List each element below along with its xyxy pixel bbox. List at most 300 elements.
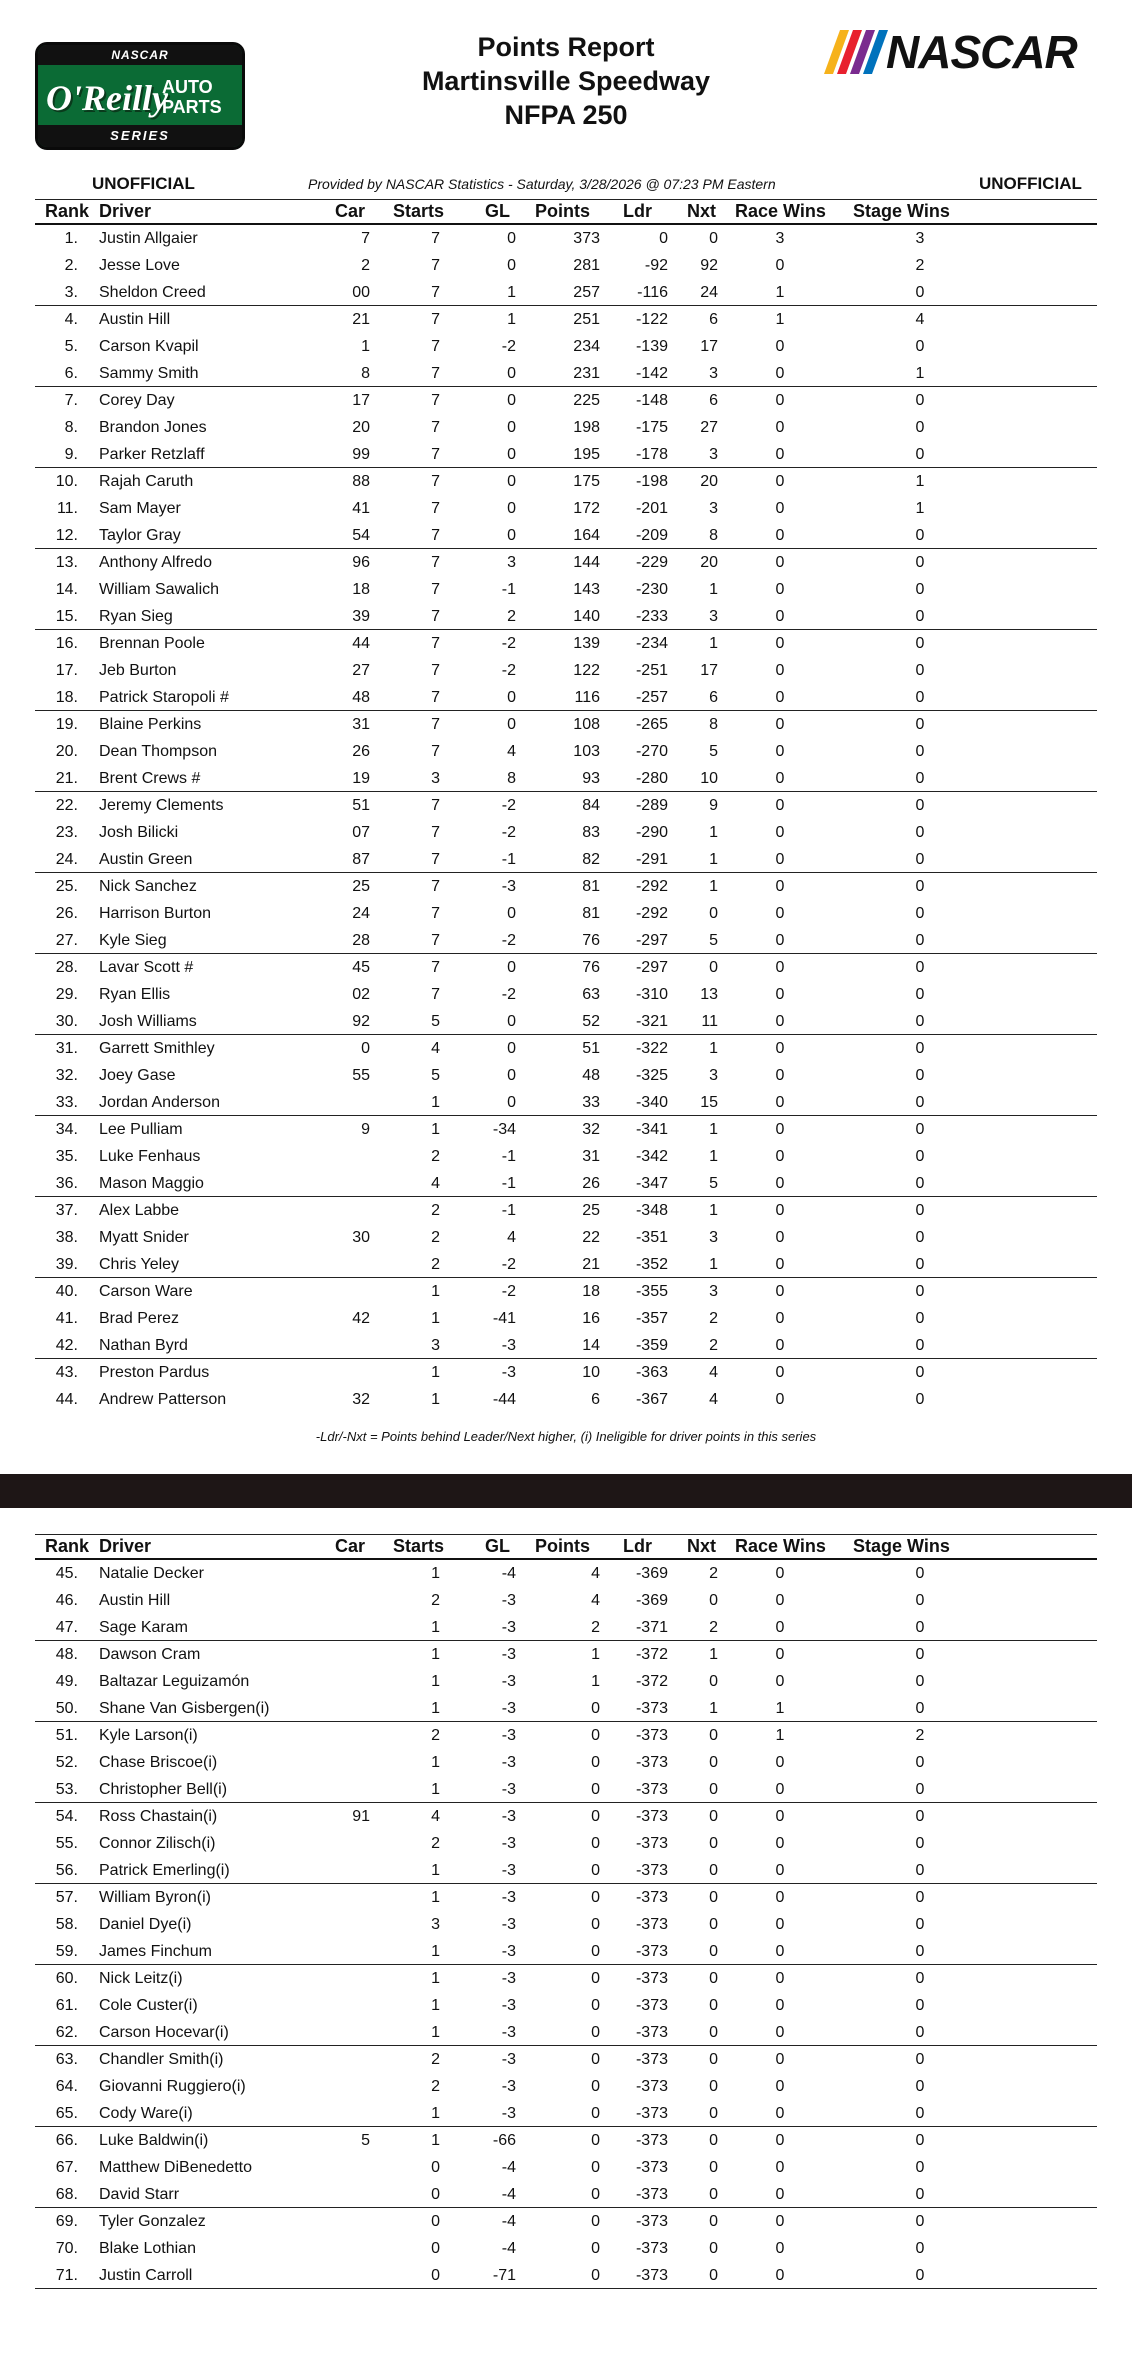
cell-driver: Ryan Sieg [99,608,173,625]
table-row [35,900,1097,927]
nascar-stripes-icon [832,30,892,74]
cell-race-wins: 0 [775,959,785,976]
cell-car: 45 [352,959,370,976]
cell-nxt: 0 [709,1592,718,1609]
cell-nxt: 1 [709,851,718,868]
cell-points: 25 [582,1202,600,1219]
cell-starts: 7 [431,824,440,841]
cell-starts: 1 [431,1094,440,1111]
cell-nxt: 0 [709,2213,718,2230]
cell-driver: Justin Carroll [99,2267,193,2284]
cell-starts: 1 [431,1970,440,1987]
cell-points: 0 [591,1727,600,1744]
cell-starts: 1 [431,1754,440,1771]
cell-ldr: -373 [635,2078,668,2095]
cell-ldr: -352 [635,1256,668,1273]
cell-car [325,1278,370,1305]
cell-nxt: 0 [709,1889,718,1906]
cell-rank: 26. [55,905,78,922]
table-row [35,711,1097,738]
cell-gl: -2 [501,1256,516,1273]
cell-ldr: -373 [635,1997,668,2014]
cell-gl: -3 [501,1619,516,1636]
cell-gl: -2 [501,824,516,841]
table-row [35,1278,1097,1305]
column-header-ldr: Ldr [623,201,652,221]
cell-nxt: 1 [709,1148,718,1165]
cell-rank: 32. [55,1067,78,1084]
cell-rank: 14. [55,581,78,598]
cell-nxt: 0 [709,1862,718,1879]
cell-nxt: 1 [709,581,718,598]
table-row [35,252,1097,279]
cell-rank: 56. [55,1862,78,1879]
cell-car: 27 [352,662,370,679]
cell-stage-wins: 0 [915,905,925,922]
cell-stage-wins: 0 [915,878,925,895]
cell-race-wins: 0 [775,2213,785,2230]
cell-starts: 5 [431,1067,440,1084]
cell-starts: 7 [431,554,440,571]
nascar-logo [826,22,1086,82]
cell-driver: Carson Ware [99,1283,193,1300]
cell-gl: 0 [507,527,516,544]
cell-points: 0 [591,2159,600,2176]
cell-rank: 38. [55,1229,78,1246]
cell-nxt: 20 [700,473,718,490]
table-row [35,1668,1097,1695]
cell-car: 19 [352,770,370,787]
cell-ldr: -230 [635,581,668,598]
cell-driver: Patrick Staropoli # [99,689,229,706]
cell-stage-wins: 0 [915,1997,925,2014]
cell-points: 4 [591,1592,600,1609]
cell-car: 9 [361,1121,370,1138]
cell-ldr: -373 [635,2240,668,2257]
table-row [35,306,1097,333]
logo-left-top-text: NASCAR [38,45,242,65]
cell-car: 88 [352,473,370,490]
cell-gl: -3 [501,1754,516,1771]
cell-gl: 0 [507,716,516,733]
cell-starts: 7 [431,797,440,814]
column-header-driver: Driver [99,201,152,221]
cell-starts: 7 [431,689,440,706]
cell-nxt: 0 [709,1943,718,1960]
cell-gl: -3 [501,1592,516,1609]
cell-points: 103 [573,743,600,760]
cell-ldr: -348 [635,1202,668,1219]
cell-driver: William Byron(i) [99,1889,211,1906]
cell-gl: -4 [501,2159,516,2176]
cell-stage-wins: 0 [915,1943,925,1960]
cell-starts: 7 [431,473,440,490]
cell-gl: 0 [507,257,516,274]
cell-rank: 31. [55,1040,78,1057]
cell-stage-wins: 0 [915,716,925,733]
cell-rank: 61. [55,1997,78,2014]
cell-race-wins: 0 [775,986,785,1003]
cell-car [325,1359,370,1386]
cell-driver: Blaine Perkins [99,716,202,733]
cell-race-wins: 0 [775,2105,785,2122]
cell-points: 81 [582,878,600,895]
cell-driver: Alex Labbe [99,1202,180,1219]
cell-nxt: 1 [709,1040,718,1057]
cell-rank: 54. [55,1808,78,1825]
cell-ldr: -373 [635,2267,668,2284]
cell-gl: -1 [501,1175,516,1192]
cell-ldr: -359 [635,1337,668,1354]
cell-ldr: -373 [635,2159,668,2176]
cell-ldr: -371 [635,1619,668,1636]
cell-car [325,2073,370,2100]
cell-ldr: -373 [635,1889,668,1906]
cell-stage-wins: 0 [915,2078,925,2095]
cell-rank: 47. [55,1619,78,1636]
cell-nxt: 2 [709,1310,718,1327]
cell-gl: -2 [501,635,516,652]
table-row [35,765,1097,792]
table-row [35,873,1097,900]
cell-stage-wins: 0 [915,527,925,544]
cell-driver: Joey Gase [99,1067,176,1084]
table-row [35,360,1097,387]
cell-ldr: -201 [635,500,668,517]
cell-nxt: 4 [709,1391,718,1408]
cell-rank: 37. [55,1202,78,1219]
column-header-car: Car [335,1536,366,1556]
cell-gl: -34 [492,1121,516,1138]
nascar-wordmark: NASCAR [886,26,1077,78]
cell-gl: -4 [501,2186,516,2203]
cell-car [325,1089,370,1116]
column-header-race-wins: Race Wins [735,1536,826,1556]
cell-race-wins: 0 [775,2132,785,2149]
cell-starts: 7 [431,878,440,895]
cell-gl: 0 [507,689,516,706]
cell-nxt: 10 [700,770,718,787]
cell-nxt: 1 [709,1646,718,1663]
cell-stage-wins: 0 [915,1565,925,1582]
cell-gl: -2 [501,986,516,1003]
cell-points: 0 [591,1700,600,1717]
cell-nxt: 15 [700,1094,718,1111]
cell-rank: 50. [55,1700,78,1717]
cell-starts: 2 [431,1229,440,1246]
cell-gl: -1 [501,1202,516,1219]
cell-points: 32 [582,1121,600,1138]
table-row [35,1938,1097,1965]
cell-points: 0 [591,2078,600,2095]
cell-race-wins: 0 [775,473,785,490]
column-header-nxt: Nxt [687,1536,717,1556]
table-row [35,1587,1097,1614]
cell-gl: -2 [501,932,516,949]
cell-rank: 53. [55,1781,78,1798]
table-row [35,2019,1097,2046]
cell-nxt: 2 [709,1619,718,1636]
cell-nxt: 1 [709,1700,718,1717]
cell-driver: Luke Baldwin(i) [99,2132,209,2149]
table-row [35,468,1097,495]
column-header-driver: Driver [99,1536,152,1556]
cell-gl: 0 [507,419,516,436]
cell-driver: Carson Hocevar(i) [99,2024,229,2041]
cell-nxt: 3 [709,500,718,517]
cell-car: 41 [352,500,370,517]
cell-ldr: -357 [635,1310,668,1327]
table-row [35,1803,1097,1830]
cell-stage-wins: 0 [915,338,925,355]
cell-car: 28 [352,932,370,949]
cell-driver: Parker Retzlaff [99,446,205,463]
cell-rank: 6. [64,365,78,382]
cell-nxt: 0 [709,1754,718,1771]
cell-race-wins: 0 [775,554,785,571]
cell-stage-wins: 2 [915,257,925,274]
cell-rank: 4. [64,311,78,328]
cell-rank: 48. [55,1646,78,1663]
cell-race-wins: 0 [775,932,785,949]
cell-rank: 13. [55,554,78,571]
table-row [35,1641,1097,1668]
cell-points: 0 [591,2213,600,2230]
cell-starts: 7 [431,338,440,355]
cell-car: 17 [352,392,370,409]
cell-driver: Baltazar Leguizamón [99,1673,250,1690]
cell-rank: 67. [55,2159,78,2176]
cell-race-wins: 0 [775,419,785,436]
cell-ldr: -289 [635,797,668,814]
cell-car [325,2154,370,2181]
cell-points: 26 [582,1175,600,1192]
table-row [35,1776,1097,1803]
title-line-1: Points Report [477,32,655,62]
logo-left-series-text: SERIES [38,125,242,147]
cell-car: 39 [352,608,370,625]
cell-points: 0 [591,2267,600,2284]
cell-driver: Myatt Snider [99,1229,189,1246]
cell-gl: 0 [507,1067,516,1084]
cell-nxt: 9 [709,797,718,814]
cell-ldr: -270 [635,743,668,760]
table-row [35,2046,1097,2073]
cell-ldr: -234 [635,635,668,652]
cell-race-wins: 1 [775,1727,785,1744]
cell-race-wins: 0 [775,851,785,868]
table-row [35,1197,1097,1224]
cell-nxt: 6 [709,689,718,706]
cell-ldr: -322 [635,1040,668,1057]
cell-car [325,1695,370,1722]
cell-ldr: -342 [635,1148,668,1165]
cell-nxt: 0 [709,230,718,247]
cell-points: 139 [573,635,600,652]
cell-driver: Cole Custer(i) [99,1997,198,2014]
cell-nxt: 2 [709,1565,718,1582]
cell-nxt: 3 [709,1229,718,1246]
cell-points: 6 [591,1391,600,1408]
column-header-starts: Starts [393,1536,445,1556]
cell-driver: Luke Fenhaus [99,1148,201,1165]
cell-race-wins: 0 [775,1970,785,1987]
cell-rank: 25. [55,878,78,895]
table-row [35,1035,1097,1062]
cell-points: 195 [573,446,600,463]
cell-driver: James Finchum [99,1943,212,1960]
cell-gl: -66 [492,2132,516,2149]
table-row [35,630,1097,657]
cell-starts: 4 [431,1175,440,1192]
cell-race-wins: 0 [775,392,785,409]
cell-starts: 7 [431,743,440,760]
cell-ldr: -233 [635,608,668,625]
cell-stage-wins: 0 [915,554,925,571]
cell-race-wins: 0 [775,1889,785,1906]
cell-car: 2 [361,257,370,274]
cell-driver: Brandon Jones [99,419,207,436]
cell-ldr: -372 [635,1673,668,1690]
cell-points: 0 [591,1808,600,1825]
cell-race-wins: 0 [775,1808,785,1825]
cell-nxt: 0 [709,2240,718,2257]
cell-rank: 43. [55,1364,78,1381]
cell-nxt: 0 [709,2051,718,2068]
cell-ldr: -341 [635,1121,668,1138]
cell-race-wins: 1 [775,311,785,328]
cell-rank: 36. [55,1175,78,1192]
cell-race-wins: 0 [775,1646,785,1663]
cell-rank: 58. [55,1916,78,1933]
cell-nxt: 3 [709,1283,718,1300]
cell-car: 44 [352,635,370,652]
cell-driver: Sage Karam [99,1619,188,1636]
cell-car: 5 [361,2132,370,2149]
cell-car [325,1992,370,2019]
cell-race-wins: 0 [775,1013,785,1030]
cell-driver: Austin Green [99,851,193,868]
table-row [35,1614,1097,1641]
cell-car [325,2235,370,2262]
cell-car: 07 [352,824,370,841]
cell-stage-wins: 2 [915,1727,925,1744]
cell-gl: 0 [507,230,516,247]
cell-driver: Jeb Burton [99,662,177,679]
cell-stage-wins: 0 [915,1202,925,1219]
table-row [35,792,1097,819]
cell-car [325,1197,370,1224]
cell-ldr: -92 [644,257,668,274]
cell-rank: 62. [55,2024,78,2041]
cell-starts: 2 [431,2078,440,2095]
cell-nxt: 24 [700,284,718,301]
cell-points: 257 [573,284,600,301]
cell-stage-wins: 0 [915,959,925,976]
cell-gl: -2 [501,662,516,679]
cell-starts: 1 [431,1673,440,1690]
cell-stage-wins: 0 [915,1229,925,1246]
cell-rank: 49. [55,1673,78,1690]
cell-nxt: 6 [709,392,718,409]
cell-stage-wins: 0 [915,1916,925,1933]
cell-driver: Christopher Bell(i) [99,1781,228,1798]
cell-gl: -4 [501,1565,516,1582]
table-row [35,2235,1097,2262]
cell-race-wins: 0 [775,1565,785,1582]
table-row [35,1008,1097,1035]
cell-points: 234 [573,338,600,355]
table-row [35,1722,1097,1749]
cell-driver: Connor Zilisch(i) [99,1835,216,1852]
cell-car [325,1911,370,1938]
cell-gl: -3 [501,878,516,895]
cell-rank: 66. [55,2132,78,2149]
cell-gl: -3 [501,1646,516,1663]
cell-nxt: 3 [709,1067,718,1084]
cell-stage-wins: 0 [915,1619,925,1636]
table-row [35,2181,1097,2208]
cell-car: 32 [352,1391,370,1408]
cell-ldr: -142 [635,365,668,382]
cell-car [325,1749,370,1776]
cell-stage-wins: 0 [915,1808,925,1825]
cell-ldr: -369 [635,1565,668,1582]
cell-stage-wins: 0 [915,1175,925,1192]
cell-race-wins: 0 [775,1673,785,1690]
cell-points: 48 [582,1067,600,1084]
cell-nxt: 17 [700,662,718,679]
cell-points: 116 [574,689,600,706]
cell-nxt: 0 [709,2132,718,2149]
table-row [35,1560,1097,1587]
table-row [35,1857,1097,1884]
cell-driver: Nick Sanchez [99,878,197,895]
table-row [35,1884,1097,1911]
cell-stage-wins: 0 [915,1121,925,1138]
unofficial-right: UNOFFICIAL [979,174,1082,193]
cell-nxt: 0 [709,2078,718,2095]
column-header-race-wins: Race Wins [735,201,826,221]
cell-stage-wins: 0 [915,2105,925,2122]
cell-gl: 3 [507,554,516,571]
cell-rank: 40. [55,1283,78,1300]
cell-starts: 4 [431,1808,440,1825]
cell-driver: Dawson Cram [99,1646,201,1663]
cell-race-wins: 0 [775,608,785,625]
cell-driver: Lavar Scott # [99,959,194,976]
cell-points: 76 [582,932,600,949]
cell-stage-wins: 0 [915,1148,925,1165]
cell-car: 26 [352,743,370,760]
cell-gl: 0 [507,1013,516,1030]
cell-driver: Cody Ware(i) [99,2105,193,2122]
table-row [35,576,1097,603]
cell-gl: -3 [501,1781,516,1798]
cell-car: 25 [352,878,370,895]
cell-starts: 1 [431,1700,440,1717]
cell-nxt: 5 [709,1175,718,1192]
unofficial-left: UNOFFICIAL [92,174,195,193]
cell-car [325,1560,370,1587]
table-row [35,522,1097,549]
cell-car: 21 [352,311,370,328]
cell-gl: 1 [507,284,516,301]
cell-nxt: 0 [709,1835,718,1852]
table-row [35,603,1097,630]
cell-ldr: -373 [635,2105,668,2122]
cell-driver: Sheldon Creed [99,284,206,301]
